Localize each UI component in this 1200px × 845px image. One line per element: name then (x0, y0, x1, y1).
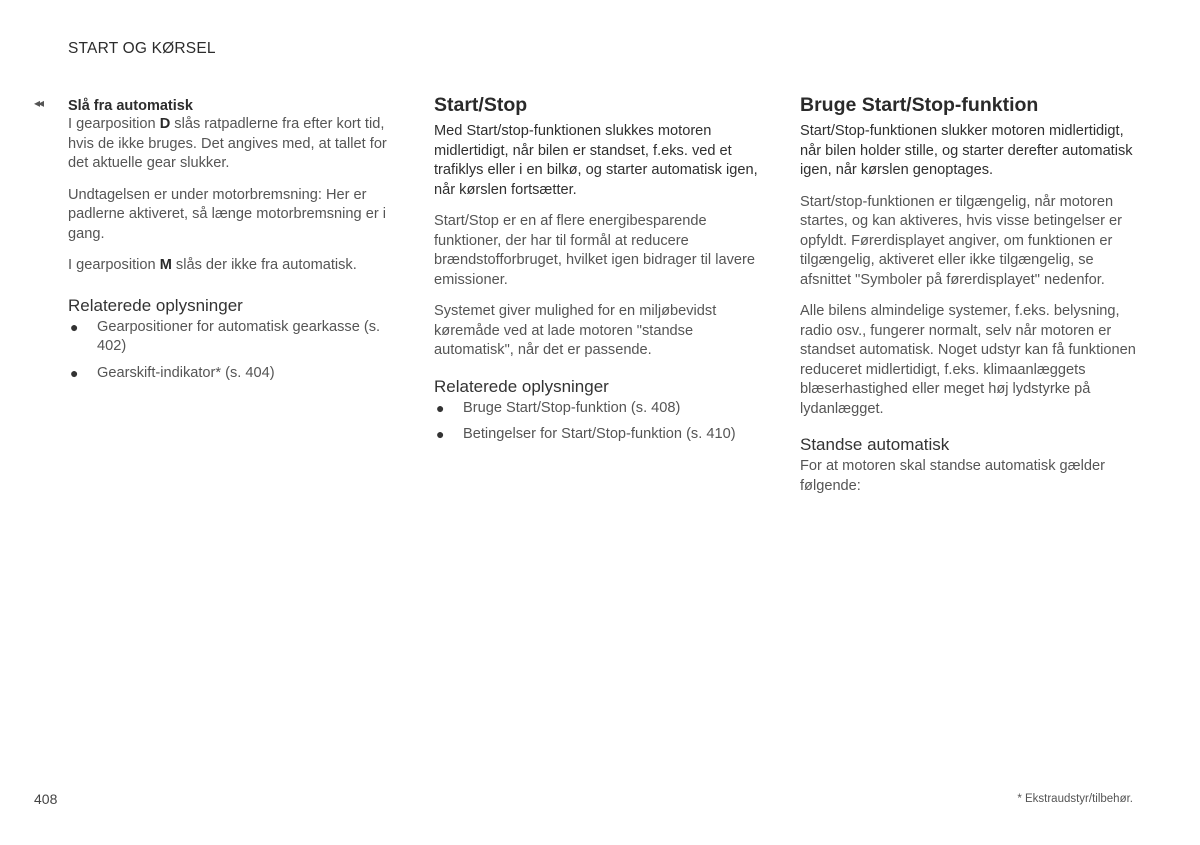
column-2 (434, 94, 769, 452)
subheading-auto-stop: Standse automatisk (800, 435, 950, 454)
related-link[interactable]: ● Gearskift-indikator* (s. 404) (68, 364, 403, 384)
lead-paragraph: Med Start/stop-funktionen slukkes motoren midlertidigt, når bilen er standset, f.eks. ved et trafiklys eller i en bilkø, og starter automatisk igen, når kørslen fortsætter. (434, 123, 758, 198)
bullet-icon: ● (436, 426, 445, 442)
paragraph-energy-saving: Start/Stop er en af flere energibesparende funktioner, der har til formål at reducere brændstofforbruget, hvilket igen bidrager til lavere emissioner. (434, 213, 755, 288)
related-info-heading: Relaterede oplysninger (434, 376, 609, 396)
related-list (68, 318, 403, 384)
section-title-use-start-stop: Bruge Start/Stop-funktion (800, 94, 1039, 116)
bullet-icon: ● (70, 364, 79, 381)
paragraph-eco-driving: Systemet giver mulighed for en miljøbevidst køremåde ved at lade motoren "standse automatisk", når det er passende. (434, 303, 717, 358)
paragraph-gear-d: I gearposition D slås ratpadlerne fra efter kort tid, hvis de ikke bruges. Det angives med, at tallet for det aktuelle gear slukker. (68, 116, 387, 171)
page-title-start-stop: Start/Stop (434, 94, 528, 116)
back-arrow-icon[interactable]: ◂◂ (34, 96, 43, 110)
subheading-disable-auto: Slå fra automatisk (68, 98, 193, 114)
related-link[interactable]: ● Bruge Start/Stop-funktion (s. 408) (434, 399, 769, 419)
paragraph-engine-braking: Undtagelsen er under motorbremsning: Her er padlerne aktiveret, så længe motorbremsning er i gang. (68, 186, 386, 242)
section-header: START OG KØRSEL (68, 40, 216, 57)
column-1 (68, 94, 403, 390)
related-link[interactable]: ● Betingelser for Start/Stop-funktion (s. 410) (434, 425, 769, 445)
paragraph-systems: Alle bilens almindelige systemer, f.eks. belysning, radio osv., fungerer normalt, selv når motoren er standset automatisk. Noget udstyr kan få funktionen reduceret midlertidigt, f.eks. klimaanlæggets blæserhastighed eller meget høj lydstyrke på lydanlægget. (800, 303, 1136, 417)
gear-d-label: D (159, 116, 171, 132)
bullet-icon: ● (70, 318, 79, 335)
footnote: * Ekstraudstyr/tilbehør. (1017, 793, 1133, 805)
paragraph-gear-m: I gearposition M slås der ikke fra automatisk. (68, 257, 357, 273)
column-3 (800, 94, 1140, 508)
related-list (434, 399, 769, 445)
lead-paragraph: Start/Stop-funktionen slukker motoren midlertidigt, når bilen holder stille, og starter derefter automatisk igen, når kørslen genoptages. (800, 123, 1133, 178)
related-info-heading: Relaterede oplysninger (68, 295, 243, 315)
bullet-icon: ● (436, 399, 445, 416)
gear-m-label: M (159, 257, 172, 273)
page-number: 408 (34, 791, 58, 807)
paragraph-availability: Start/stop-funktionen er tilgængelig, når motoren startes, og kan aktiveres, hvis visse betingelser er opfyldt. Førerdisplayet angiver, om funktionen er tilgængelig, aktiveret eller ikke tilgængelig, se afsnittet "Symboler på førerdisplayet" nedenfor. (800, 193, 1123, 288)
paragraph-auto-stop-conditions: For at motoren skal standse automatisk gælder følgende: (800, 458, 1105, 494)
related-link[interactable]: ● Gearpositioner for automatisk gearkasse (s. 402) (70, 318, 381, 354)
